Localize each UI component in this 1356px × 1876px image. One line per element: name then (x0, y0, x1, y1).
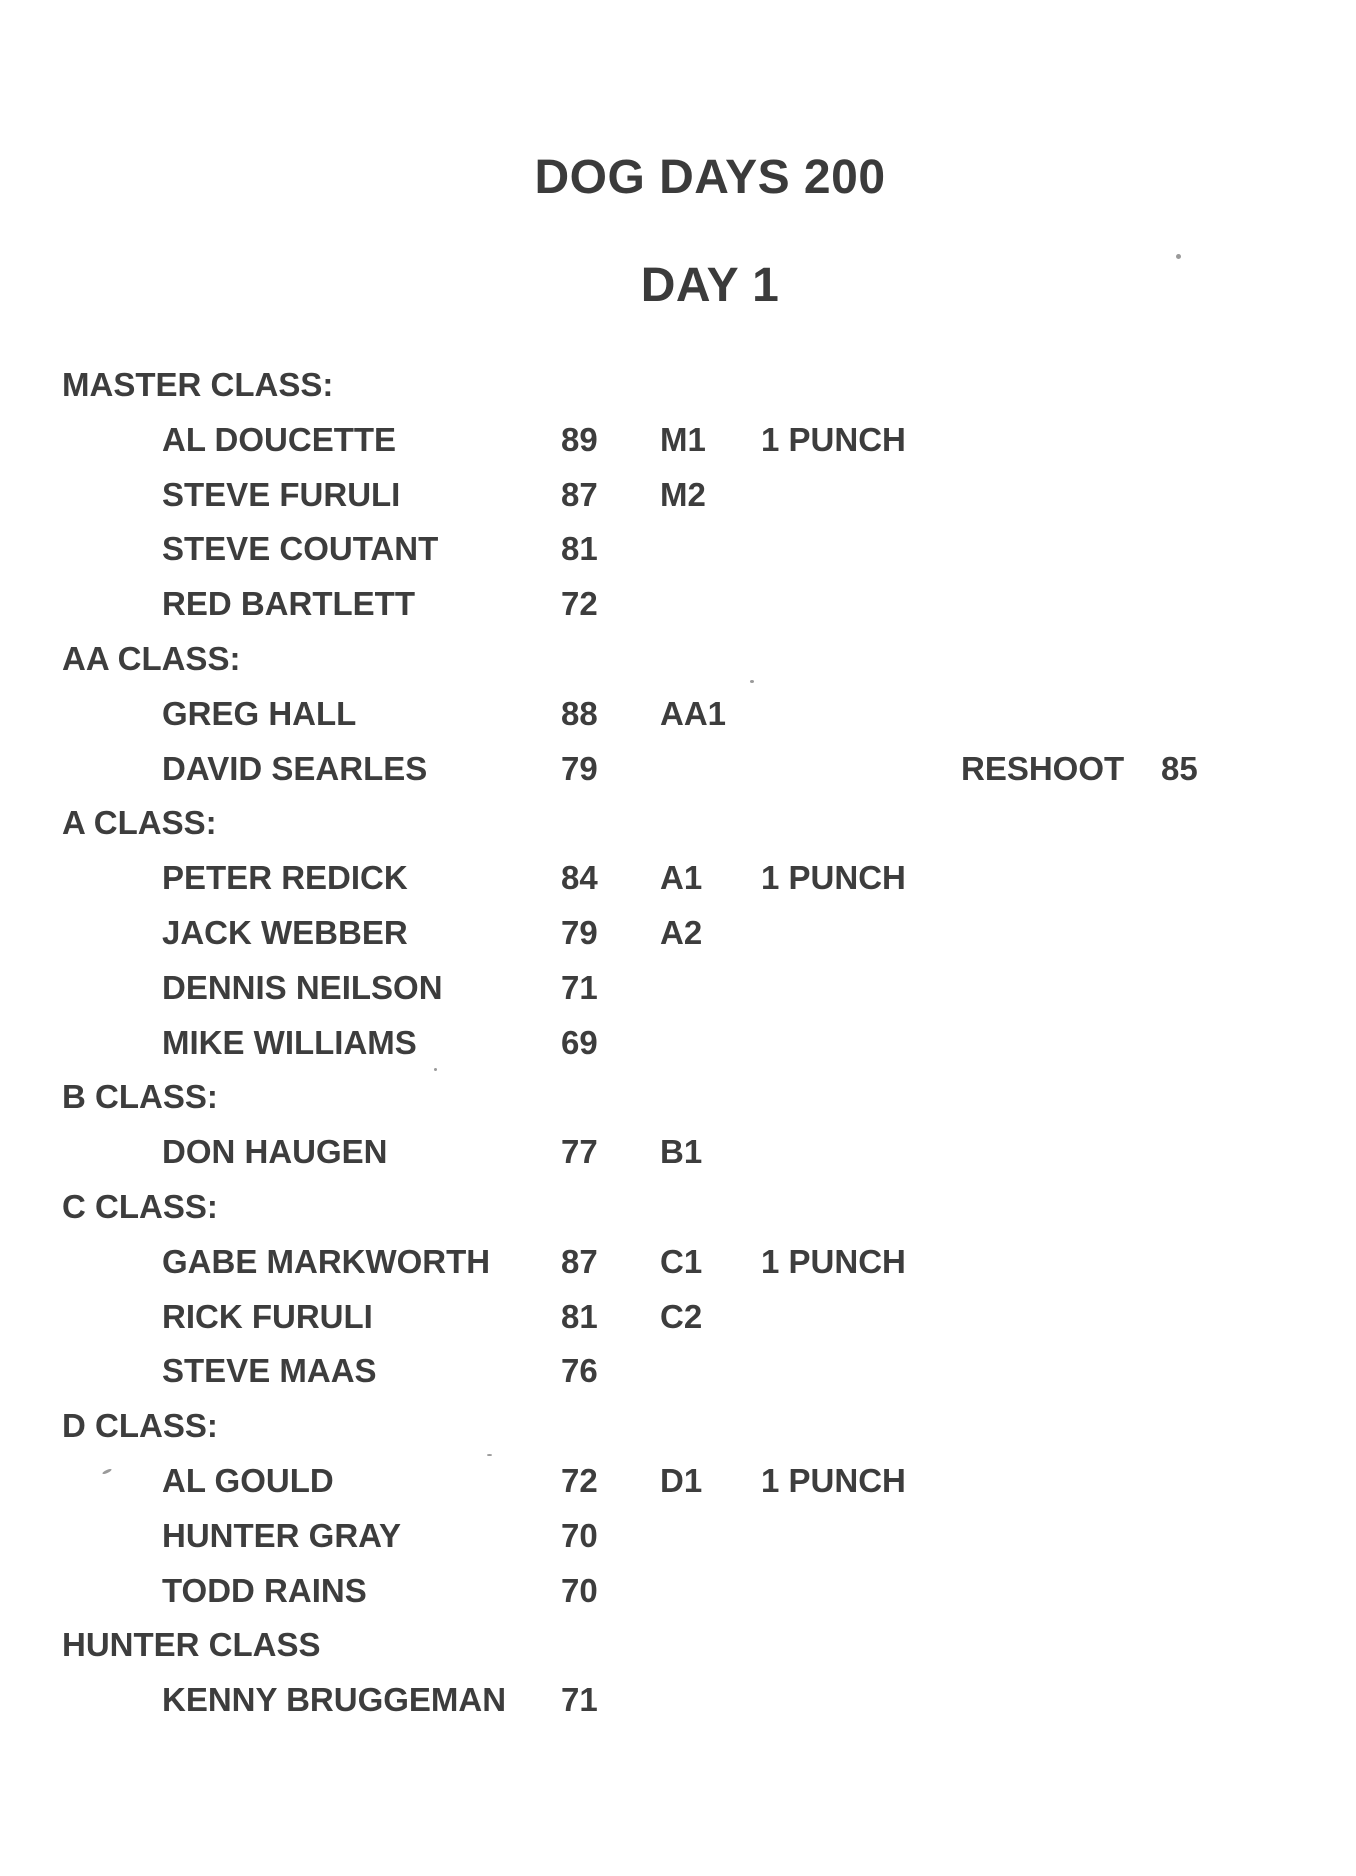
scan-speck (750, 680, 754, 683)
shooter-row (0, 1125, 1356, 1180)
shooter-note: 1 PUNCH (761, 859, 906, 897)
shooter-name: STEVE MAAS (162, 1352, 377, 1390)
class-header: C CLASS: (62, 1187, 218, 1225)
shooter-row (0, 1290, 1356, 1345)
shooter-row (0, 687, 1356, 742)
shooter-row (0, 851, 1356, 906)
shooter-name: AL DOUCETTE (162, 420, 397, 458)
shooter-name: RICK FURULI (162, 1297, 373, 1335)
shooter-score: 70 (561, 1571, 598, 1609)
shooter-score: 71 (561, 968, 598, 1006)
shooter-score: 76 (561, 1352, 598, 1390)
shooter-score: 79 (561, 913, 598, 951)
shooter-name: AL GOULD (162, 1461, 334, 1499)
shooter-row (0, 1673, 1356, 1728)
shooter-name: PETER REDICK (162, 859, 408, 897)
shooter-name: GABE MARKWORTH (162, 1242, 491, 1280)
shooter-row (0, 522, 1356, 577)
shooter-row (0, 1235, 1356, 1290)
shooter-place: A2 (660, 913, 703, 951)
shooter-score: 88 (561, 694, 598, 732)
shooter-row (0, 1564, 1356, 1619)
class-header: A CLASS: (62, 804, 217, 842)
shooter-place: C2 (660, 1297, 703, 1335)
shooter-row (0, 1344, 1356, 1399)
page-subtitle: DAY 1 (640, 259, 780, 312)
scan-speck (487, 1454, 492, 1456)
shooter-place: A1 (660, 859, 703, 897)
shooter-name: TODD RAINS (162, 1571, 367, 1609)
shooter-score: 89 (561, 420, 598, 458)
shooter-score: 72 (561, 585, 598, 623)
shooter-score: 70 (561, 1516, 598, 1554)
shooter-score: 87 (561, 475, 598, 513)
shooter-place: D1 (660, 1461, 703, 1499)
class-header: HUNTER CLASS (62, 1626, 321, 1664)
results-list (0, 358, 1356, 1728)
shooter-note: 1 PUNCH (761, 1461, 906, 1499)
shooter-row (0, 1454, 1356, 1509)
shooter-score: 77 (561, 1133, 598, 1171)
shooter-row (0, 961, 1356, 1016)
shooter-place: B1 (660, 1133, 703, 1171)
shooter-row (0, 906, 1356, 961)
shooter-name: DON HAUGEN (162, 1133, 388, 1171)
shooter-name: HUNTER GRAY (162, 1516, 401, 1554)
shooter-name: DENNIS NEILSON (162, 968, 443, 1006)
shooter-row (0, 468, 1356, 523)
shooter-name: STEVE FURULI (162, 475, 401, 513)
shooter-score: 84 (561, 859, 598, 897)
class-header: AA CLASS: (62, 639, 241, 677)
shooter-place: C1 (660, 1242, 703, 1280)
scan-speck (1176, 254, 1181, 259)
reshoot-label: RESHOOT (961, 749, 1125, 787)
scan-speck (434, 1068, 437, 1071)
shooter-note: 1 PUNCH (761, 1242, 906, 1280)
shooter-name: KENNY BRUGGEMAN (162, 1681, 507, 1719)
shooter-score: 79 (561, 749, 598, 787)
shooter-row (0, 1016, 1356, 1071)
shooter-place: M2 (660, 475, 706, 513)
shooter-place: M1 (660, 420, 706, 458)
shooter-note: 1 PUNCH (761, 420, 906, 458)
class-header: MASTER CLASS: (62, 366, 334, 403)
shooter-row (0, 413, 1356, 468)
class-header: B CLASS: (62, 1078, 218, 1116)
shooter-row (0, 1509, 1356, 1564)
shooter-score: 72 (561, 1461, 598, 1499)
shooter-name: RED BARTLETT (162, 585, 415, 623)
shooter-place: AA1 (660, 694, 727, 732)
shooter-name: JACK WEBBER (162, 913, 408, 951)
class-header: D CLASS: (62, 1407, 218, 1445)
shooter-score: 87 (561, 1242, 598, 1280)
reshoot-score: 85 (1161, 749, 1198, 787)
shooter-name: DAVID SEARLES (162, 749, 428, 787)
shooter-row (0, 742, 1356, 797)
shooter-row (0, 577, 1356, 632)
shooter-score: 69 (561, 1023, 598, 1061)
shooter-name: MIKE WILLIAMS (162, 1023, 417, 1061)
page-title: DOG DAYS 200 (534, 151, 886, 204)
shooter-name: STEVE COUTANT (162, 530, 439, 568)
shooter-score: 81 (561, 1297, 598, 1335)
shooter-name: GREG HALL (162, 694, 357, 732)
shooter-score: 81 (561, 530, 598, 568)
shooter-score: 71 (561, 1681, 598, 1719)
